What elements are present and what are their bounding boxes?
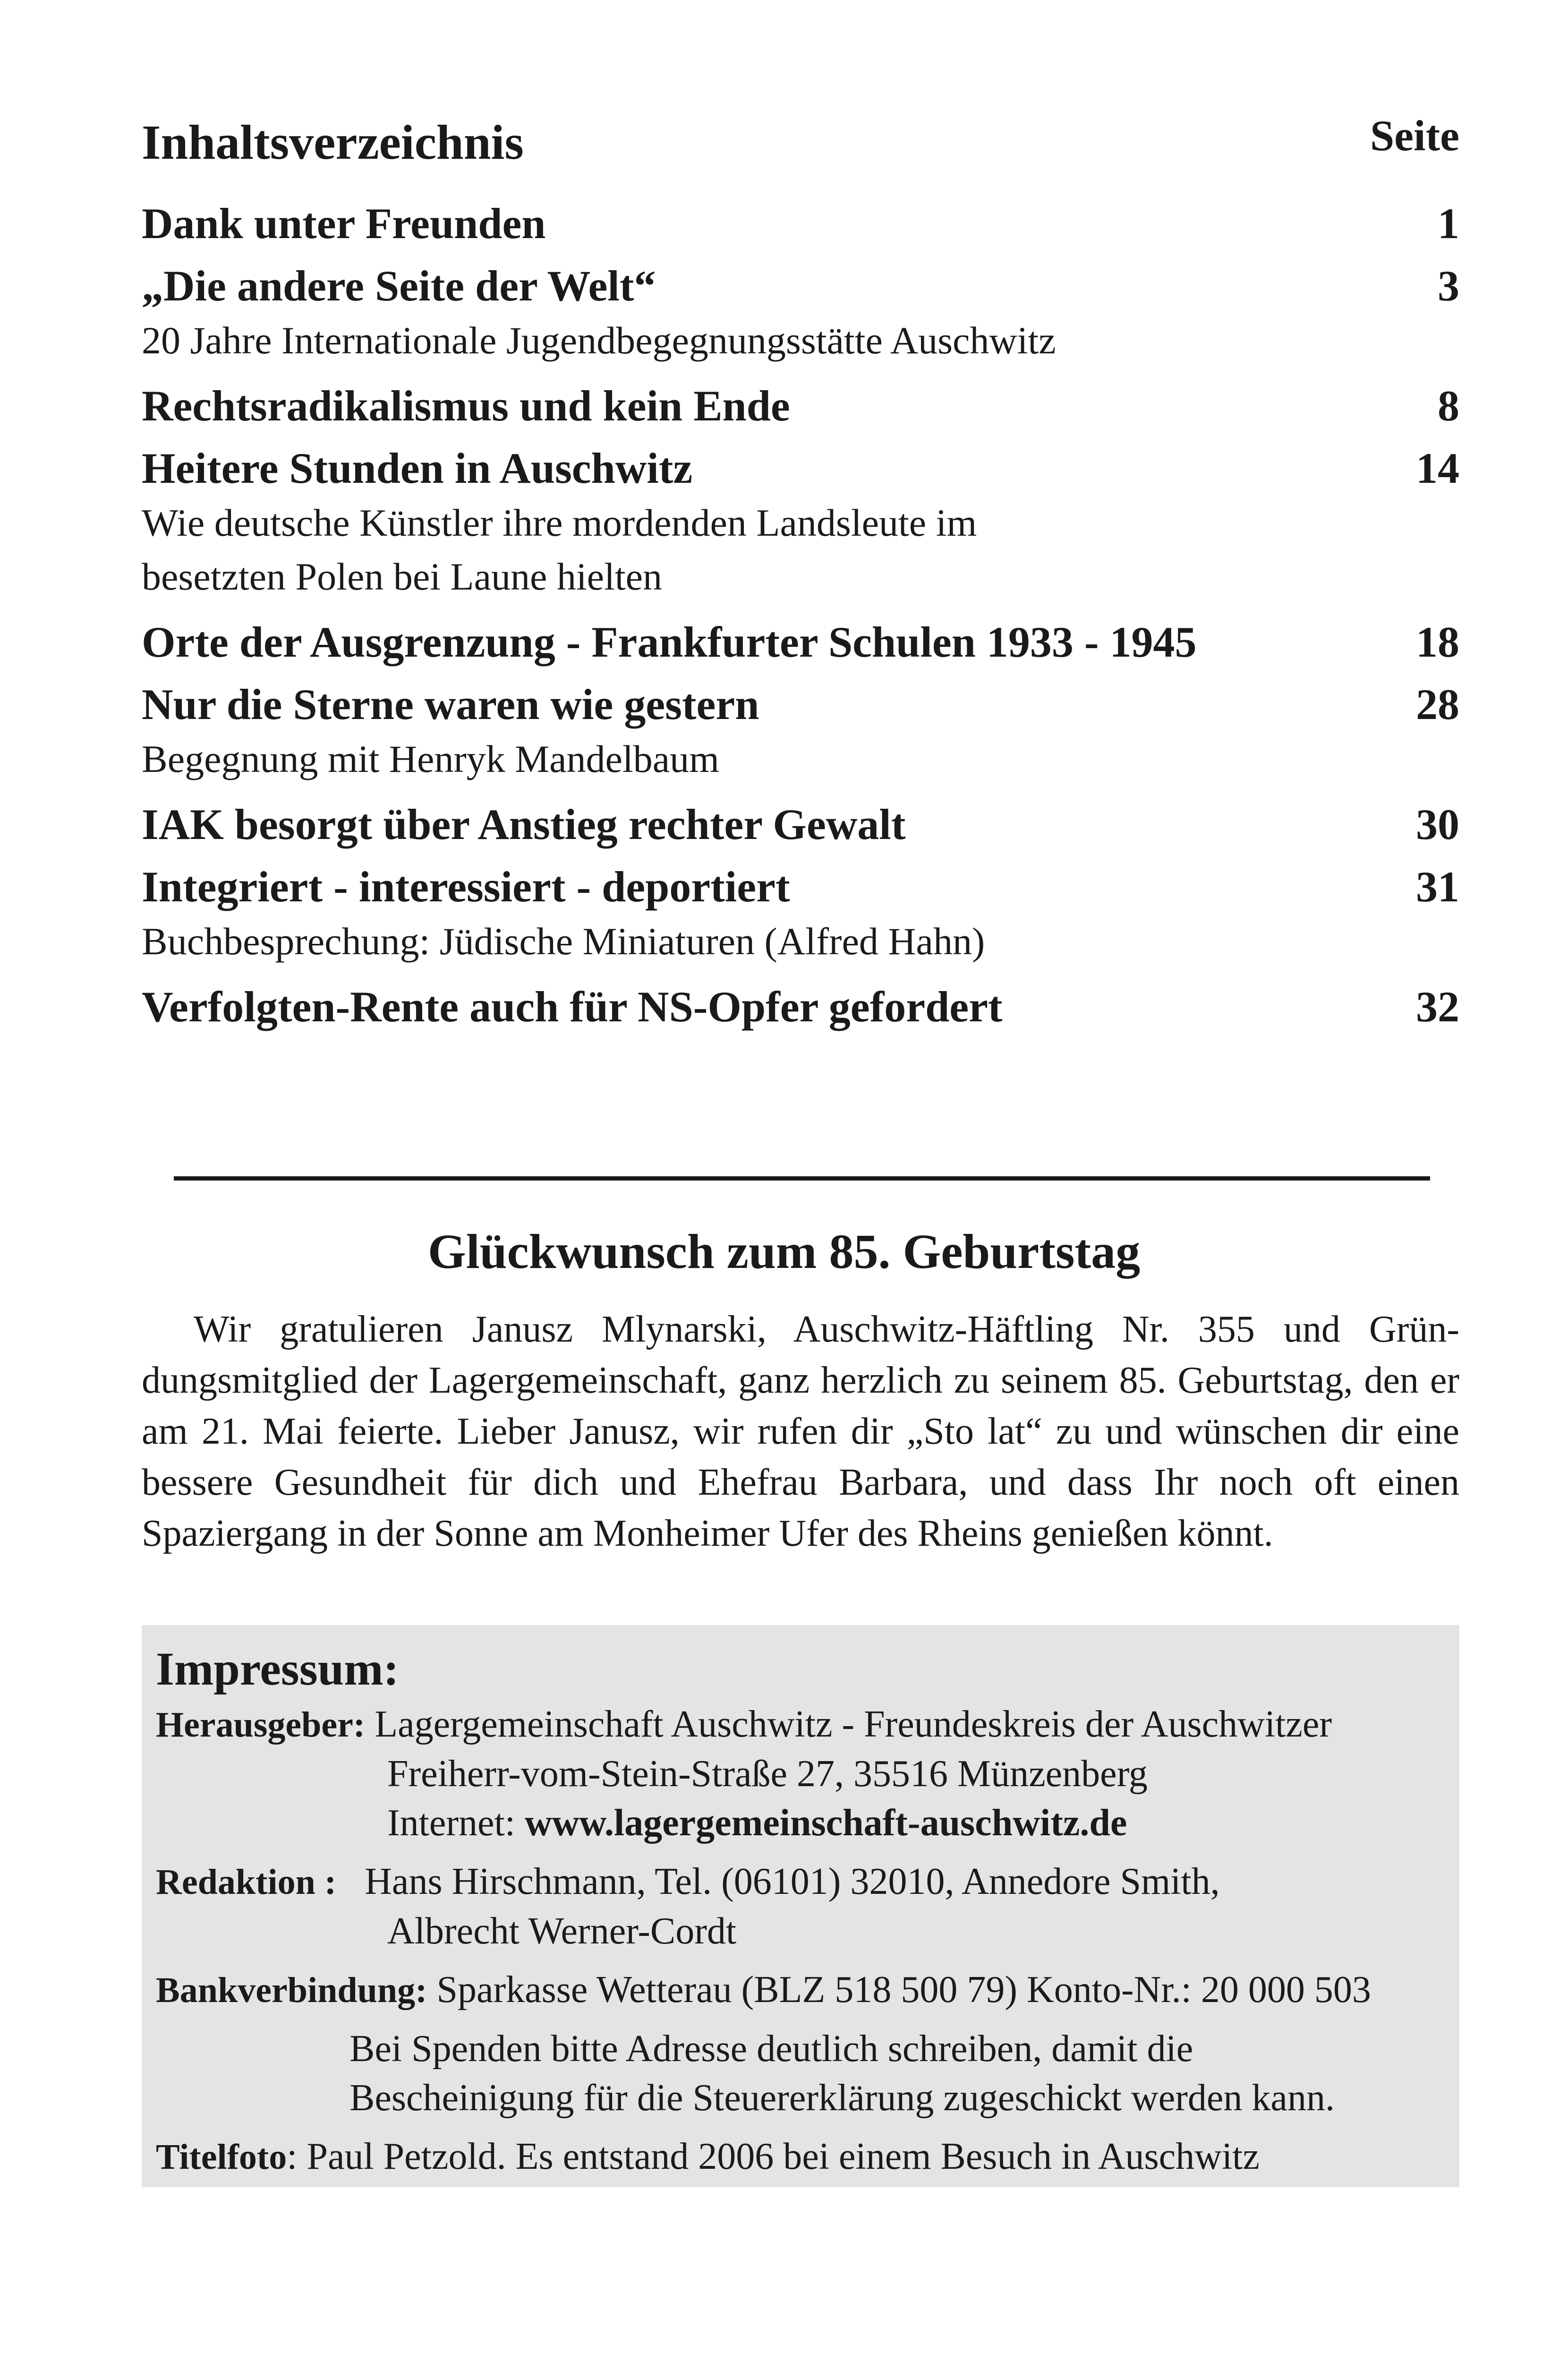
toc-entry-title: Heitere Stunden in Auschwitz bbox=[142, 444, 693, 492]
impressum-redaktion bbox=[156, 1857, 1445, 1907]
toc-entry-title: Orte der Ausgrenzung - Frankfurter Schulen 1933 - 1945 bbox=[142, 618, 1197, 666]
toc-entry-page: 8 bbox=[1438, 382, 1459, 430]
spenden-line-1: Bei Spenden bitte Adresse deutlich schreiben, damit die bbox=[349, 2028, 1193, 2070]
titelfoto-label: Titelfoto bbox=[156, 2137, 287, 2177]
section-divider bbox=[174, 1176, 1430, 1181]
herausgeber-label: Herausgeber: bbox=[156, 1705, 366, 1745]
toc-entry-title: Integriert - interessiert - deportiert bbox=[142, 863, 790, 911]
toc-page-column-header: Seite bbox=[1370, 111, 1459, 160]
toc-entry-subtitle: 20 Jahre Internationale Jugendbegegnungsstätte Auschwitz bbox=[142, 319, 1056, 362]
birthday-notice-body: Wir gratulieren Janusz Mlynarski, Auschwitz-Häftling Nr. 355 und Gründungsmitglied der Lagergemeinschaft, ganz herzlich zu seinem 85. Geburtstag, den er am 21. Mai feierte. Lieber Janusz, wir rufen dir „Sto lat“ zu und wünschen dir eine bessere Gesundheit für dich und Ehefrau Barbara, und dass Ihr noch oft einen Spaziergang in der Sonne am Monheimer Ufer des Rheins genießen könnt. bbox=[142, 1309, 1459, 1554]
toc-entry-page: 14 bbox=[1416, 444, 1459, 492]
impressum-herausgeber bbox=[156, 1700, 1445, 1749]
birthday-notice-title: Glückwunsch zum 85. Geburtstag bbox=[427, 1224, 1141, 1279]
toc-entry-page: 3 bbox=[1438, 262, 1459, 310]
toc-header bbox=[142, 110, 1459, 176]
toc-entry-page: 1 bbox=[1438, 199, 1459, 248]
toc-entry-page: 32 bbox=[1416, 983, 1459, 1031]
toc-entry bbox=[142, 438, 1459, 604]
titelfoto-text: : Paul Petzold. Es entstand 2006 bei einem Besuch in Auschwitz bbox=[287, 2136, 1260, 2177]
bank-label: Bankverbindung: bbox=[156, 1970, 427, 2010]
redaktion-line-1: Hans Hirschmann, Tel. (06101) 32010, Annedore Smith, bbox=[365, 1861, 1220, 1902]
toc-entry-title: Rechtsradikalismus und kein Ende bbox=[142, 382, 790, 430]
impressum-box bbox=[142, 1625, 1459, 2187]
herausgeber-line-1: Lagergemeinschaft Auschwitz - Freundeskreis der Auschwitzer bbox=[375, 1703, 1332, 1745]
impressum-internet bbox=[156, 1798, 1445, 1848]
toc-entry-subtitle: Buchbesprechung: Jüdische Miniaturen (Alfred Hahn) bbox=[142, 920, 985, 963]
toc-entry-title: IAK besorgt über Anstieg rechter Gewalt bbox=[142, 800, 906, 848]
redaktion-line-2: Albrecht Werner-Cordt bbox=[387, 1910, 737, 1952]
internet-label: Internet: bbox=[387, 1802, 525, 1844]
toc-entry-title: Nur die Sterne waren wie gestern bbox=[142, 680, 759, 728]
toc-entry-title: Dank unter Freunden bbox=[142, 199, 546, 248]
toc-entry-page: 18 bbox=[1416, 618, 1459, 666]
herausgeber-line-2: Freiherr-vom-Stein-Straße 27, 35516 Münzenberg bbox=[387, 1753, 1148, 1795]
toc-entry-page: 31 bbox=[1416, 863, 1459, 911]
impressum-title: Impressum: bbox=[156, 1643, 399, 1695]
toc-entry-title: „Die andere Seite der Welt“ bbox=[142, 262, 656, 310]
toc-entry-page: 28 bbox=[1416, 680, 1459, 728]
toc-entry bbox=[142, 376, 1459, 436]
impressum-bankverbindung bbox=[156, 1965, 1445, 2015]
toc-list bbox=[142, 194, 1459, 1039]
toc-title: Inhaltsverzeichnis bbox=[142, 115, 524, 170]
bank-text: Sparkasse Wetterau (BLZ 518 500 79) Konto-Nr.: 20 000 503 bbox=[436, 1969, 1371, 2011]
website-link[interactable]: www.lagergemeinschaft-auschwitz.de bbox=[524, 1802, 1127, 1844]
toc-entry-page: 30 bbox=[1416, 800, 1459, 848]
toc-entry bbox=[142, 256, 1459, 368]
redaktion-label: Redaktion : bbox=[156, 1862, 337, 1902]
toc-entry bbox=[142, 977, 1459, 1036]
toc-entry-subtitle: Begegnung mit Henryk Mandelbaum bbox=[142, 737, 719, 780]
toc-entry bbox=[142, 194, 1459, 253]
spenden-line-2: Bescheinigung für die Steuererklärung zugeschickt werden kann. bbox=[349, 2077, 1335, 2119]
toc-entry bbox=[142, 612, 1459, 672]
toc-entry-subtitle: Wie deutsche Künstler ihre mordenden Landsleute im besetzten Polen bei Laune hielten bbox=[142, 501, 977, 598]
toc-entry bbox=[142, 857, 1459, 968]
toc-entry bbox=[142, 675, 1459, 786]
toc-entry bbox=[142, 795, 1459, 854]
toc-entry-title: Verfolgten-Rente auch für NS-Opfer gefordert bbox=[142, 983, 1003, 1031]
impressum-titelfoto bbox=[156, 2132, 1445, 2182]
